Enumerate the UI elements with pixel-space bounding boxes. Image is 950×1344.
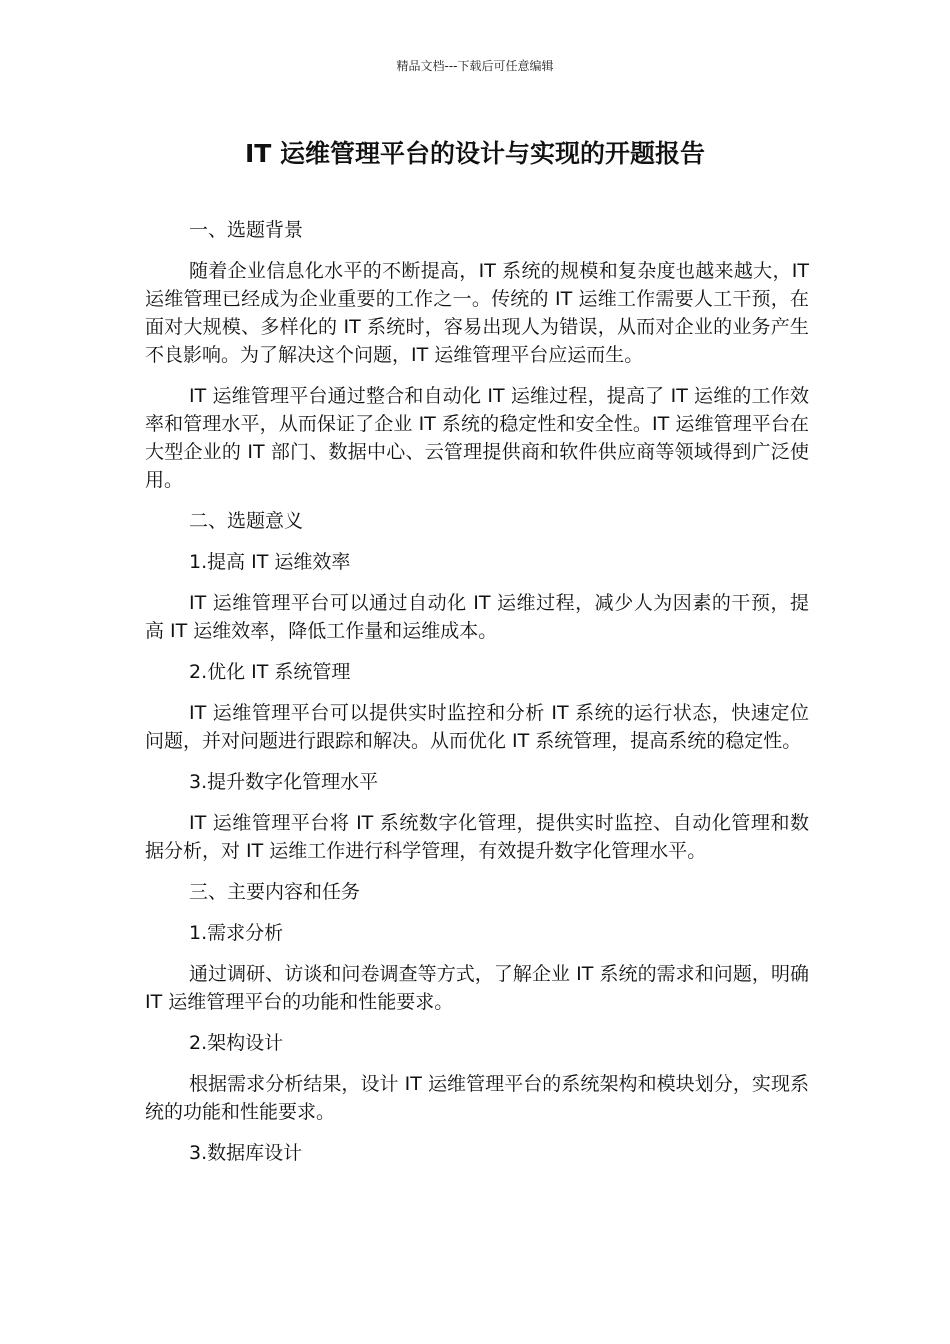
subheading-digital-management: 3.提升数字化管理水平 [189, 771, 379, 793]
paragraph-requirements: 通过调研、访谈和问卷调查等方式，了解企业 IT 系统的需求和问题，明确 IT 运维管理平台的功能和性能要求。 [145, 963, 809, 1013]
subheading-efficiency: 1.提高 IT 运维效率 [189, 551, 351, 573]
document-title: IT 运维管理平台的设计与实现的开题报告 [244, 139, 706, 168]
paragraph-efficiency: IT 运维管理平台可以通过自动化 IT 运维过程，减少人为因素的干预，提高 IT 运维效率，降低工作量和运维成本。 [145, 592, 809, 642]
section-heading-content-tasks: 三、主要内容和任务 [189, 881, 361, 903]
section-heading-background: 一、选题背景 [189, 219, 304, 241]
document-body [145, 216, 809, 1180]
paragraph-background-2: IT 运维管理平台通过整合和自动化 IT 运维过程，提高了 IT 运维的工作效率和管理水平，从而保证了企业 IT 系统的稳定性和安全性。IT 运维管理平台在大型企业的 IT 部门、数据中心、云管理提供商和软件供应商等领域得到广泛使用。 [145, 385, 809, 491]
paragraph-system-management: IT 运维管理平台可以提供实时监控和分析 IT 系统的运行状态，快速定位问题，并对问题进行跟踪和解决。从而优化 IT 系统管理，提高系统的稳定性。 [145, 702, 809, 752]
paragraph-architecture: 根据需求分析结果，设计 IT 运维管理平台的系统架构和模块划分，实现系统的功能和性能要求。 [145, 1073, 809, 1123]
paragraph-digital-management: IT 运维管理平台将 IT 系统数字化管理，提供实时监控、自动化管理和数据分析，对 IT 运维工作进行科学管理，有效提升数字化管理水平。 [145, 812, 809, 862]
subheading-system-management: 2.优化 IT 系统管理 [189, 661, 351, 683]
subheading-architecture: 2.架构设计 [189, 1032, 284, 1054]
subheading-database: 3.数据库设计 [189, 1142, 303, 1164]
subheading-requirements: 1.需求分析 [189, 922, 284, 944]
paragraph-background-1: 随着企业信息化水平的不断提高，IT 系统的规模和复杂度也越来越大，IT 运维管理已经成为企业重要的工作之一。传统的 IT 运维工作需要人工干预，在面对大规模、多样化的 IT 系统时，容易出现人为错误，从而对企业的业务产生不良影响。为了解决这个问题，IT 运维管理平台应运而生。 [145, 260, 809, 366]
page-header-note: 精品文档---下载后可任意编辑 [396, 59, 554, 73]
section-heading-significance: 二、选题意义 [189, 510, 304, 532]
